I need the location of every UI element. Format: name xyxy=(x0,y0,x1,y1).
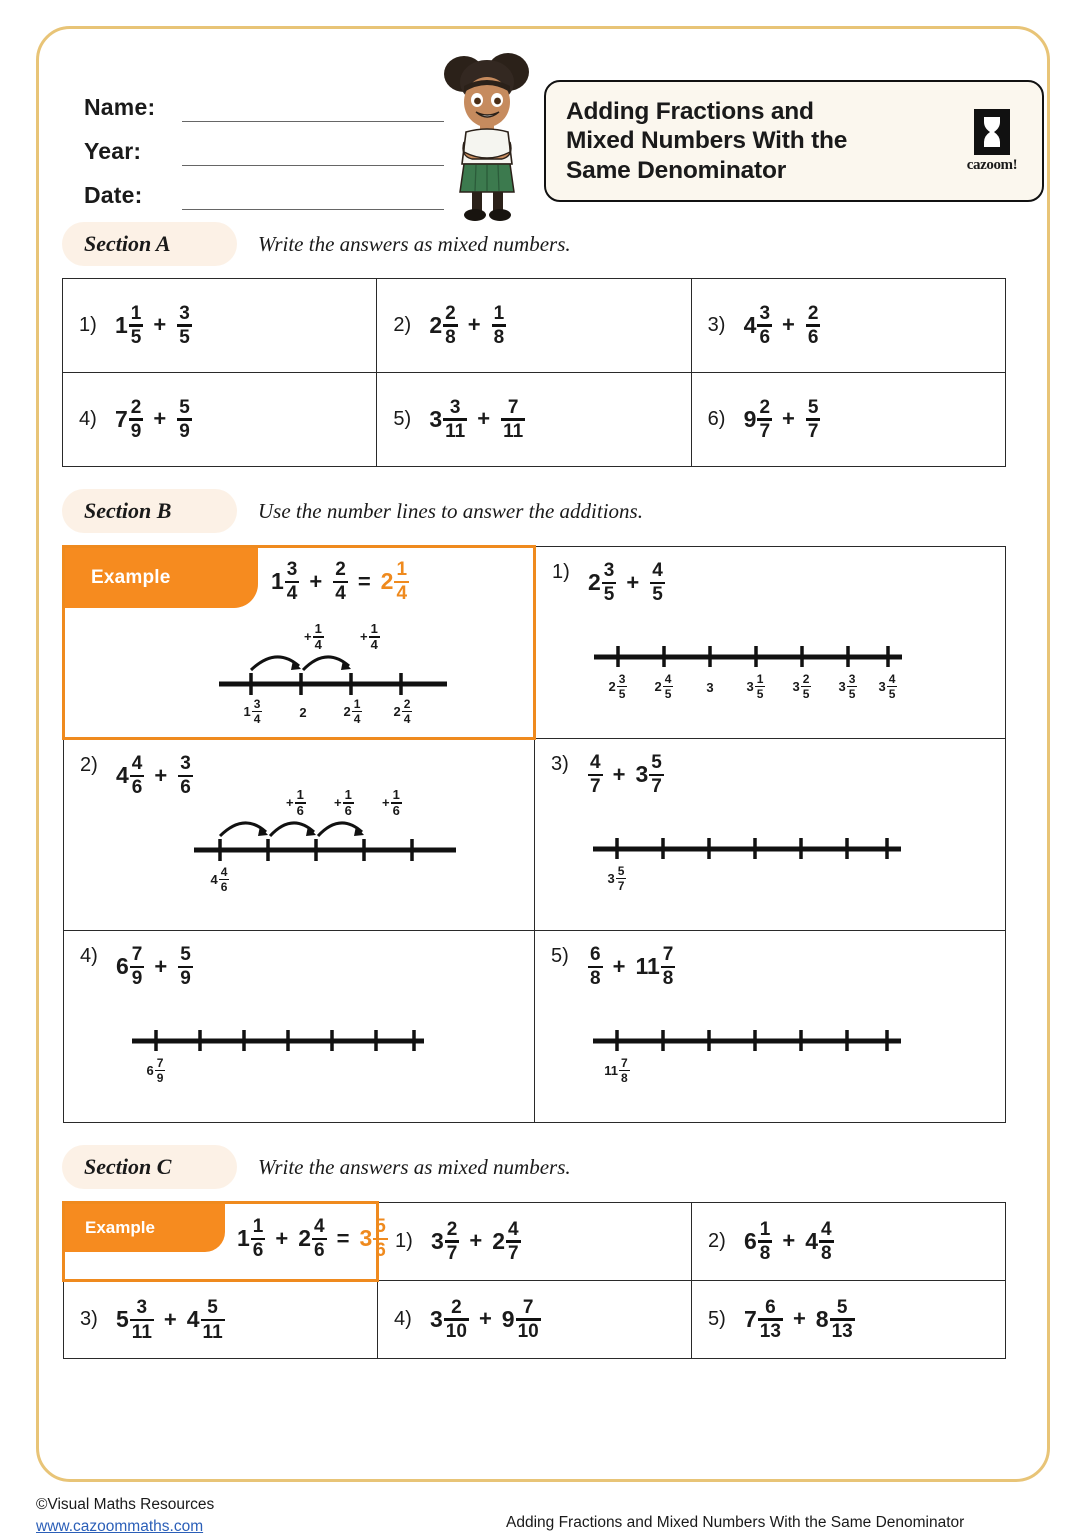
page-title xyxy=(566,97,950,185)
mixed-number-first: 1 $\frac{1}{5}$ xyxy=(115,302,142,349)
question-cell-a5[interactable] xyxy=(377,373,691,467)
name-label: Name: xyxy=(84,94,156,120)
mixed-number-first: 9 $\frac{2}{7}$ xyxy=(743,396,771,443)
page-title-line-3: Same Denominator xyxy=(566,156,787,184)
section-c-label: Section C xyxy=(84,1154,172,1179)
section-b-heading xyxy=(62,489,1024,533)
section-b-question-cell-1[interactable] xyxy=(535,547,1006,739)
number-line-b1 xyxy=(588,643,908,667)
section-b-question-cell-2[interactable] xyxy=(64,739,535,931)
name-field-row xyxy=(84,78,444,122)
expression xyxy=(429,304,506,347)
operator: + xyxy=(467,312,481,338)
date-label: Date: xyxy=(84,182,143,208)
tick-label-b5-1: 11 $\frac{7}{8}$ xyxy=(604,1056,628,1085)
question-cell-c4[interactable]: 4) 3 $\frac{2}{10}$ + 9 $\frac{7}{10}$ xyxy=(378,1281,692,1359)
tick-label-b4-1: 6 $\frac{7}{9}$ xyxy=(146,1056,164,1085)
worksheet-header xyxy=(62,48,1024,216)
cazoom-logo xyxy=(956,109,1028,174)
student-mascot-icon xyxy=(432,52,542,222)
example-answer-c: 3 $\frac{5}{6}$ xyxy=(359,1216,386,1262)
section-a-table xyxy=(62,278,1006,467)
mixed-number-second: $\frac{2}{6}$ xyxy=(807,302,819,349)
worksheet-content xyxy=(36,26,1050,1482)
question-cell-c5[interactable]: 5) 7 $\frac{6}{13}$ + 8 $\frac{5}{13}$ xyxy=(692,1281,1006,1359)
student-info-fields xyxy=(84,78,444,210)
expression xyxy=(429,398,525,441)
question-number: 1) xyxy=(395,1229,413,1252)
footer-doc-title: Adding Fractions and Mixed Numbers With the Same Denominator xyxy=(506,1514,965,1531)
question-cell-a3[interactable] xyxy=(691,279,1005,373)
section-a-label: Section A xyxy=(84,231,171,256)
mixed-number-second: $\frac{5}{9}$ xyxy=(179,396,190,443)
section-b-question-cell-4[interactable] xyxy=(64,931,535,1123)
question-number: 5) xyxy=(393,407,412,430)
operator: + xyxy=(782,406,795,432)
question-b2: 2) 4 $\frac{4}{6}$ + $\frac{3}{6}$ xyxy=(80,753,191,799)
section-c-instruction: Write the answers as mixed numbers. xyxy=(258,1154,571,1179)
question-number: 4) xyxy=(80,945,98,967)
example-tab-c xyxy=(65,1204,225,1252)
example-answer-b: 2 $\frac{1}{4}$ xyxy=(380,559,408,605)
question-number: 3) xyxy=(707,313,726,336)
question-cell-c1[interactable]: 1) 3 $\frac{2}{7}$ + 2 $\frac{4}{7}$ xyxy=(378,1203,692,1281)
footer-left-block xyxy=(36,1494,214,1539)
tick-label-b-ex-1: 1 $\frac{3}{4}$ xyxy=(243,697,261,726)
question-b3: 3) $\frac{4}{7}$ + 3 $\frac{5}{7}$ xyxy=(551,752,662,798)
tick-label-b-ex-2: 2 xyxy=(299,705,307,720)
mixed-number-first: 3 $\frac{3}{11}$ xyxy=(429,396,466,443)
question-number: 5) xyxy=(551,945,569,967)
question-number: 2) xyxy=(708,1229,726,1252)
tick-label-b-ex-4: 2 $\frac{2}{4}$ xyxy=(393,697,411,726)
page-title-line-1: Adding Fractions and xyxy=(566,97,814,125)
tick-label-b1-2: 2 $\frac{4}{5}$ xyxy=(654,672,672,701)
example-tab-label: Example xyxy=(91,567,171,588)
section-b-question-cell-3[interactable] xyxy=(535,739,1006,931)
mixed-number-second: $\frac{7}{11}$ xyxy=(503,396,524,443)
page-title-line-2: Mixed Numbers With the xyxy=(566,127,848,155)
section-a-heading xyxy=(62,222,1024,266)
date-field-row xyxy=(84,166,444,210)
tick-label-b1-1: 2 $\frac{3}{5}$ xyxy=(608,672,626,701)
mixed-number-second: $\frac{3}{5}$ xyxy=(179,302,190,349)
section-b-label: Section B xyxy=(84,498,172,523)
question-cell-a1[interactable] xyxy=(63,279,377,373)
tick-label-b1-5: 3 $\frac{2}{5}$ xyxy=(792,672,810,701)
operator: + xyxy=(153,406,167,432)
mixed-number-first: 2 $\frac{2}{8}$ xyxy=(429,302,456,349)
example-tab-b xyxy=(65,548,258,608)
hop-label-b2-1: + $\frac{1}{6}$ xyxy=(286,787,304,819)
operator: + xyxy=(782,312,795,338)
operator: + xyxy=(477,406,491,432)
section-c-example-cell xyxy=(64,1203,386,1281)
mixed-number-second: $\frac{5}{7}$ xyxy=(807,396,819,443)
number-line-b3 xyxy=(587,835,907,859)
table-row xyxy=(64,1281,1006,1359)
number-line-b5 xyxy=(587,1027,907,1051)
hop-label-b-ex-1: + $\frac{1}{4}$ xyxy=(304,621,322,653)
hourglass-glyph xyxy=(981,115,1003,149)
section-b-example-cell xyxy=(64,547,535,739)
section-b-table xyxy=(62,545,1006,1123)
question-cell-c3[interactable]: 3) 5 $\frac{3}{11}$ + 4 $\frac{5}{11}$ xyxy=(64,1281,378,1359)
expression xyxy=(115,304,192,347)
hop-label-b2-3: + $\frac{1}{6}$ xyxy=(382,787,400,819)
example-tab-label: Example xyxy=(85,1218,155,1237)
website-link[interactable]: www.cazoommaths.com xyxy=(36,1518,204,1536)
tick-label-b-ex-3: 2 $\frac{1}{4}$ xyxy=(343,697,361,726)
hop-label-b-ex-2: + $\frac{1}{4}$ xyxy=(360,621,378,653)
number-line-b4 xyxy=(128,1027,428,1051)
tick-label-b2-1: 4 $\frac{4}{6}$ xyxy=(210,865,228,894)
table-row xyxy=(63,279,1006,373)
example-expression-c: 1 $\frac{1}{6}$ + 2 $\frac{4}{6}$ = 3 $\frac{5}{6}$ xyxy=(237,1216,386,1262)
logo-wordmark: cazoom! xyxy=(966,156,1018,173)
number-line-b2 xyxy=(190,812,460,864)
question-b5: 5) $\frac{6}{8}$ + 11 $\frac{7}{8}$ xyxy=(551,944,674,990)
worksheet-title-box xyxy=(544,80,1044,202)
expression xyxy=(115,398,192,441)
tick-label-b1-7: 3 $\frac{4}{5}$ xyxy=(878,672,896,701)
question-number: 2) xyxy=(80,754,98,776)
hop-label-b2-2: + $\frac{1}{6}$ xyxy=(334,787,352,819)
year-field-row xyxy=(84,122,444,166)
question-number: 2) xyxy=(393,313,412,336)
section-b-question-cell-5[interactable] xyxy=(535,931,1006,1123)
operator: + xyxy=(153,312,167,338)
table-row xyxy=(64,931,1006,1123)
tick-label-b1-3: 3 xyxy=(706,680,714,695)
question-cell-a4[interactable] xyxy=(63,373,377,467)
table-row xyxy=(64,547,1006,739)
mixed-number-first: 7 $\frac{2}{9}$ xyxy=(115,396,142,443)
question-number: 5) xyxy=(708,1307,726,1330)
date-input-line[interactable] xyxy=(182,184,444,210)
section-a-instruction: Write the answers as mixed numbers. xyxy=(258,231,571,256)
mixed-number-second: $\frac{1}{8}$ xyxy=(493,302,505,349)
example-expression-b: 1 $\frac{3}{4}$ + $\frac{2}{4}$ = 2 $\frac{1}{4}$ xyxy=(271,559,408,605)
number-line-b-example xyxy=(213,648,453,698)
hourglass-icon xyxy=(974,109,1010,155)
section-b-instruction: Use the number lines to answer the additions. xyxy=(258,498,643,523)
question-cell-a6[interactable] xyxy=(691,373,1005,467)
question-cell-a2[interactable] xyxy=(377,279,691,373)
section-c-table xyxy=(62,1201,1006,1359)
question-number: 3) xyxy=(551,753,569,775)
table-row xyxy=(63,373,1006,467)
year-label: Year: xyxy=(84,138,142,164)
question-cell-c2[interactable]: 2) 6 $\frac{1}{8}$ + 4 $\frac{4}{8}$ xyxy=(692,1203,1006,1281)
section-c-heading xyxy=(62,1145,1024,1189)
year-input-line[interactable] xyxy=(182,140,444,166)
question-number: 3) xyxy=(80,1308,98,1331)
question-b1: 1) 2 $\frac{3}{5}$ + $\frac{4}{5}$ xyxy=(552,560,663,606)
name-input-line[interactable] xyxy=(182,96,444,122)
copyright-text: ©Visual Maths Resources xyxy=(36,1496,215,1513)
expression xyxy=(744,304,821,347)
tick-label-b3-1: 3 $\frac{5}{7}$ xyxy=(607,864,625,893)
question-number: 1) xyxy=(552,561,570,583)
question-number: 1) xyxy=(79,313,97,336)
mixed-number-first: 4 $\frac{3}{6}$ xyxy=(743,302,771,349)
table-row xyxy=(64,739,1006,931)
table-row xyxy=(64,1203,1006,1281)
question-number: 4) xyxy=(79,407,97,430)
question-number: 4) xyxy=(394,1307,412,1330)
tick-label-b1-6: 3 $\frac{3}{5}$ xyxy=(838,672,856,701)
expression xyxy=(744,398,821,441)
tick-label-b1-4: 3 $\frac{1}{5}$ xyxy=(746,672,764,701)
question-number: 6) xyxy=(707,407,726,430)
question-b4: 4) 6 $\frac{7}{9}$ + $\frac{5}{9}$ xyxy=(80,944,191,990)
